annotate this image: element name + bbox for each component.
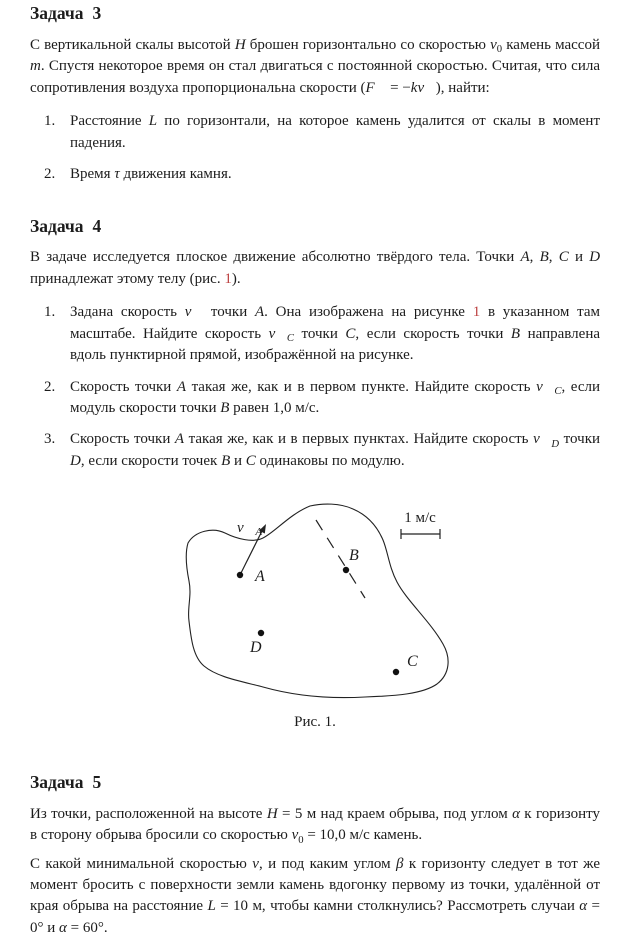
text-run: Задана скорость xyxy=(70,304,185,321)
list-item-text xyxy=(70,377,600,420)
problem-5-heading xyxy=(30,772,600,794)
problem-4 xyxy=(30,216,600,473)
text-run: v xyxy=(252,855,259,872)
text-run: , если скорость точки xyxy=(355,325,511,342)
problem-5-paragraph-1 xyxy=(30,804,600,847)
text-run: одинаковы по модулю. xyxy=(255,452,405,469)
problem-3-list xyxy=(30,111,600,185)
text-run: 0 xyxy=(496,44,503,56)
text-run: С какой минимальной скоростью xyxy=(30,855,253,872)
text-run: и xyxy=(230,452,246,469)
text-run: такая же, как и в первом пункте. Найдите скорость xyxy=(186,378,537,395)
list-item-text xyxy=(70,111,600,154)
text-run: к горизонту следует в тот же момент бросить с поверхности земли камень вдогонку первому из точки, удалённой от края обрыва на расстояние xyxy=(30,855,600,915)
text-run: β xyxy=(396,855,404,872)
text-run: D xyxy=(551,438,560,450)
list-item xyxy=(30,429,600,472)
text-run: τ xyxy=(114,166,120,183)
figure-ref-link[interactable]: 1 xyxy=(224,270,232,287)
problem-4-intro xyxy=(30,247,600,290)
text-run: v xyxy=(291,827,299,844)
text-run: m xyxy=(30,58,41,75)
scale-label: 1 м/с xyxy=(404,510,436,527)
text-run: в указанном там масштабе. Найдите скорость xyxy=(70,304,601,342)
point-C-dot xyxy=(393,669,399,675)
text-run: направлена вдоль пунктирной прямой, изображённой на рисунке. xyxy=(70,325,601,364)
text-run: , и под каким углом xyxy=(258,855,396,872)
point-A-dot xyxy=(237,572,243,578)
text-run: С вертикальной скалы высотой xyxy=(30,36,235,53)
text-run: A xyxy=(174,431,185,448)
text-run: C xyxy=(558,249,569,266)
text-run: C xyxy=(345,325,356,342)
figure-caption: Рис. 1. xyxy=(294,714,336,731)
text-run: брошен горизонтально со скоростью xyxy=(245,36,491,53)
text-run: такая же, как и в первых пунктах. Найдите скорость xyxy=(184,431,534,448)
text-run: C xyxy=(554,386,562,398)
text-run: kv⃗ xyxy=(410,79,436,96)
problem-4-list xyxy=(30,302,600,472)
list-item-text xyxy=(70,164,600,185)
problem-heading-label: Задача xyxy=(30,3,84,23)
point-A-label: A xyxy=(255,568,265,586)
figure-1 xyxy=(30,494,600,733)
text-run: B xyxy=(539,249,549,266)
list-item-text xyxy=(70,429,600,472)
text-run: движения камня. xyxy=(119,166,232,183)
text-run: , если скорости точек xyxy=(80,452,222,469)
text-run: Из точки, расположенной на высоте xyxy=(30,805,267,822)
list-item-number: 1. xyxy=(44,304,56,321)
text-run: точки xyxy=(294,325,346,342)
list-item xyxy=(30,164,600,185)
point-C-label: C xyxy=(407,653,418,671)
text-run: , xyxy=(548,249,559,266)
list-item xyxy=(30,111,600,154)
vector-vA-label: $v⃗_A$ xyxy=(237,520,263,539)
figure-ref-link[interactable]: 1 xyxy=(472,304,481,321)
text-run: . Спустя некоторое время он стал двигаться с постоянной скоростью. Считая, что сила сопротивления воздуха пропорциональна скорости ( xyxy=(30,58,600,96)
problem-3-intro xyxy=(30,35,600,99)
text-run: = 5 м над краем обрыва, под углом xyxy=(277,805,513,822)
text-run: v⃗ xyxy=(268,325,287,342)
text-run: B xyxy=(221,452,231,469)
problem-heading-label: Задача xyxy=(30,771,84,792)
list-item-number: 2. xyxy=(44,166,56,183)
text-run: α xyxy=(512,805,520,822)
text-run: = 10 м, чтобы камни столкнулись? Рассмотреть случаи xyxy=(215,898,580,915)
text-run: H xyxy=(266,805,278,822)
text-run: Время xyxy=(70,166,115,183)
problem-heading-number: 3 xyxy=(92,3,102,23)
text-run: принадлежат этому телу (рис. xyxy=(30,270,225,287)
problem-3 xyxy=(30,3,600,186)
problem-4-heading xyxy=(30,216,600,238)
problem-5-paragraph-2 xyxy=(30,854,600,936)
text-run: v⃗ xyxy=(536,378,555,395)
text-run: = 0° и xyxy=(30,898,600,936)
point-D-label: D xyxy=(250,639,262,657)
text-run: 0 xyxy=(298,834,304,846)
text-run: равен 1,0 м/с. xyxy=(229,400,320,416)
point-B-label: B xyxy=(349,547,359,565)
text-run: v⃗ xyxy=(533,431,552,448)
text-run: В задаче исследуется плоское движение абсолютно твёрдого тела. Точки xyxy=(30,249,521,266)
text-run: B xyxy=(220,400,230,416)
text-run: L xyxy=(148,113,158,130)
text-run: v⃗ xyxy=(184,304,204,321)
text-run: точки xyxy=(559,431,601,448)
text-run: , если модуль скорости точки xyxy=(70,378,600,416)
text-run: B xyxy=(510,325,521,342)
text-run: A xyxy=(176,378,187,395)
problem-5 xyxy=(30,772,600,936)
list-item-number: 3. xyxy=(44,431,56,448)
text-run: по горизонтали, на которое камень удалится от скалы в момент падения. xyxy=(70,113,601,151)
text-run: Скорость точки xyxy=(70,431,175,448)
text-run: точки xyxy=(203,304,255,321)
text-run: H xyxy=(234,36,246,53)
text-run: C xyxy=(286,333,295,345)
text-run: , xyxy=(529,249,540,266)
point-D-dot xyxy=(258,630,264,636)
text-run: α xyxy=(59,919,67,936)
list-item-number: 2. xyxy=(44,378,56,395)
text-run: ), найти: xyxy=(435,79,490,96)
text-run: = 60°. xyxy=(66,919,108,936)
text-run: α xyxy=(579,898,588,915)
list-item xyxy=(30,377,600,420)
list-item xyxy=(30,302,600,366)
text-run: Скорость точки xyxy=(70,378,177,395)
text-run: = − xyxy=(386,79,411,96)
text-run: D xyxy=(70,452,81,469)
text-run: C xyxy=(245,452,256,469)
text-run: D xyxy=(589,249,601,266)
problem-heading-number: 5 xyxy=(92,771,102,792)
text-run: F⃗ xyxy=(365,79,387,96)
text-run: A xyxy=(520,249,530,266)
text-run: камень массой xyxy=(502,36,600,53)
problem-3-heading xyxy=(30,3,600,25)
text-run: . Она изображена на рисунке xyxy=(264,304,473,321)
rigid-body-figure xyxy=(155,494,475,706)
text-run: A xyxy=(254,304,265,321)
point-B-dot xyxy=(343,567,349,573)
text-run: = 10,0 м/с камень. xyxy=(303,827,423,844)
text-run: Расстояние xyxy=(70,113,149,130)
text-run: v xyxy=(490,36,497,53)
list-item-text xyxy=(70,302,600,366)
text-run: к горизонту в сторону обрыва бросили со скоростью xyxy=(30,805,600,844)
problem-heading-label: Задача xyxy=(30,215,84,236)
list-item-number: 1. xyxy=(44,113,56,130)
text-run: и xyxy=(568,249,590,266)
text-run: ). xyxy=(231,270,241,287)
problem-heading-number: 4 xyxy=(92,215,102,236)
text-run: L xyxy=(207,898,216,915)
